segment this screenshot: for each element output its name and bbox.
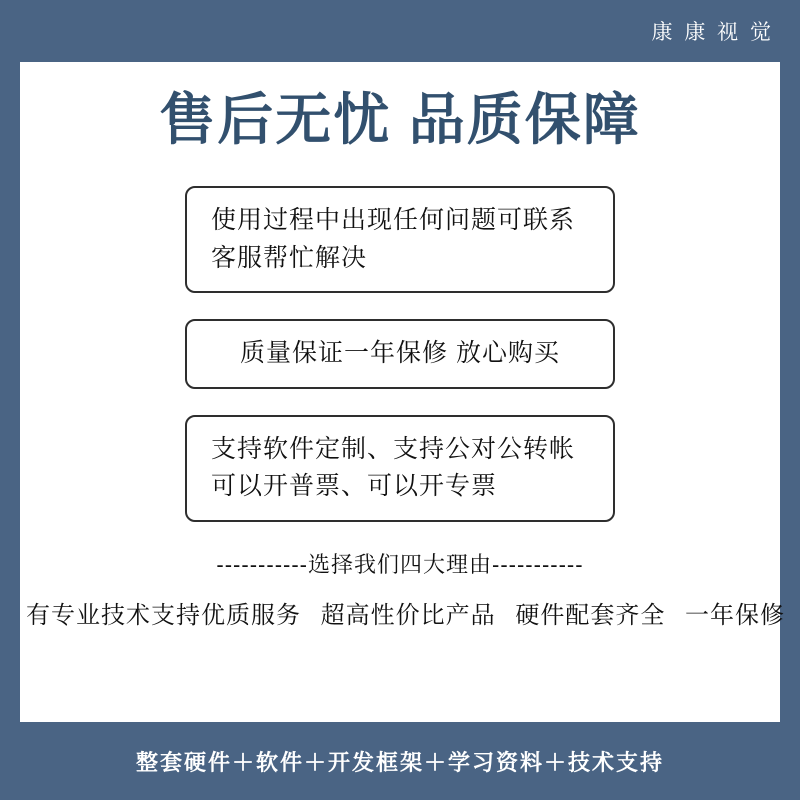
right-border-band xyxy=(780,0,800,800)
card-line: 可以开普票、可以开专票 xyxy=(211,472,498,501)
guarantee-card-invoice xyxy=(185,415,615,522)
card-line: 使用过程中出现任何问题可联系 xyxy=(211,206,576,235)
card-line: 支持软件定制、支持公对公转帐 xyxy=(211,434,576,463)
reason-item: 超高性价比产品 xyxy=(320,601,496,629)
reasons-list xyxy=(20,595,786,630)
left-border-band xyxy=(0,0,20,800)
reason-item: 一年保修 xyxy=(685,601,786,629)
footer-bar xyxy=(0,722,800,800)
guarantee-card-service xyxy=(185,186,615,293)
reason-item: 有专业技术支持优质服务 xyxy=(26,601,301,629)
card-line: 客服帮忙解决 xyxy=(211,243,368,272)
card-line: 质量保证一年保修 放心购买 xyxy=(240,339,560,368)
footer-text: 整套硬件＋软件＋开发框架＋学习资料＋技术支持 xyxy=(135,749,664,775)
reasons-section-title: -----------选择我们四大理由----------- xyxy=(216,551,584,577)
guarantee-card-list xyxy=(20,186,780,522)
reason-item: 硬件配套齐全 xyxy=(515,601,666,629)
top-brand-bar xyxy=(0,0,800,62)
guarantee-card-warranty xyxy=(185,319,615,389)
page-title: 售后无忧 品质保障 xyxy=(159,88,641,151)
content-canvas xyxy=(20,62,786,722)
brand-watermark: 康 康 视 觉 xyxy=(651,21,774,44)
